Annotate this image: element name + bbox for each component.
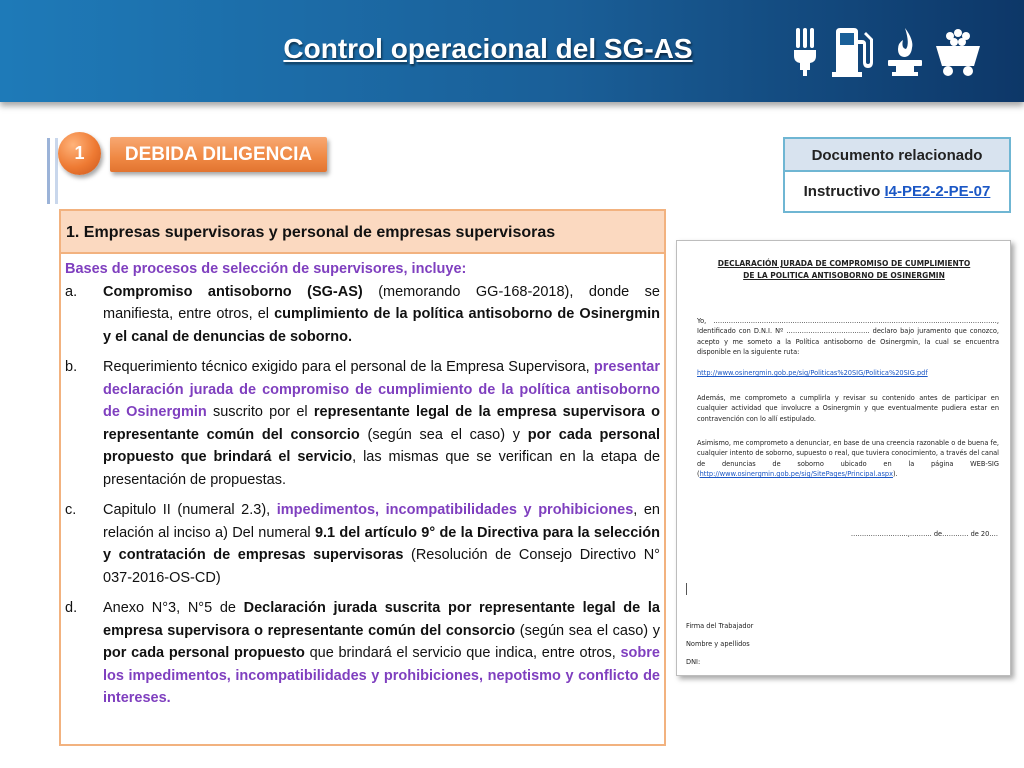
list-item-text: Requerimiento técnico exigido para el personal de la Empresa Supervisora, presentar declaración jurada de compromiso de cumplimiento de la política antisoborno de Osinergmin suscrito por el representante legal de la empresa supervisora o representante común del consorcio (según sea el caso) y por cada personal propuesto que brindará el servicio, las mismas que se verifican en la etapa de presentación de propuestas. — [103, 359, 661, 488]
preview-title: DECLARACIÓN JURADA DE COMPROMISO DE CUMPLIMIENTO DE LA POLITICA ANTISOBORNO DE OSINERGMIN — [717, 259, 971, 280]
list-item-letter: b. — [65, 359, 78, 375]
related-document-body — [785, 172, 1009, 211]
list-item-text: Compromiso antisoborno (SG-AS) (memorando GG-168-2018), donde se manifiesta, entre otros, el cumplimiento de la política antisoborno de Osinergmin y el canal de denuncias de soborno. — [103, 283, 660, 345]
intro-text: Bases de procesos de selección de supervisores, incluye: — [65, 261, 467, 277]
list-item-b — [65, 356, 660, 491]
signature-label: Firma del Trabajador — [686, 622, 754, 630]
list-item-letter: a. — [65, 283, 78, 300]
policy-url-link[interactable]: http://www.osinergmin.gob.pe/sig/Politicas%20SIG/Politica%20SIG.pdf — [697, 369, 928, 377]
preview-paragraph: Yo, …………………………………………………………………………………………………………………, Identificado con D.N.I. Nº ……………………………….. declaro bajo juramento que conozco, acepto y me someto a la Política antisoborno de Osinergmin, la cual se encuentra disponible en la siguiente ruta: — [697, 317, 999, 357]
panel-heading: 1. Empresas supervisoras y personal de empresas supervisoras — [61, 211, 664, 254]
panel-body — [61, 254, 664, 710]
list-item-letter: d. — [65, 600, 78, 616]
list-item-text: Anexo N°3, N°5 de Declaración jurada suscrita por representante legal de la empresa supervisora o representante común del consorcio (según sea el caso) y por cada personal propuesto que brindará el servicio que indica, entre otros, sobre los impedimentos, incompatibilidades y prohibiciones, nepotismo y conflicto de intereses. — [103, 600, 660, 706]
name-label: Nombre y apellidos — [686, 640, 750, 648]
list-item-d — [65, 597, 660, 710]
accent-bar — [47, 138, 50, 204]
electricity-icon — [790, 26, 820, 78]
list-item-c — [65, 499, 660, 589]
related-document-prefix: Instructivo — [803, 183, 885, 200]
fuel-pump-icon — [830, 26, 874, 78]
section-tab: DEBIDA DILIGENCIA — [110, 137, 327, 172]
mining-cart-icon — [934, 26, 982, 78]
list-item-text: Capitulo II (numeral 2.3), impedimentos, incompatibilidades y prohibiciones, en relación al inciso a) Del numeral 9.1 del artículo 9° de la Directiva para la selección y contratación de empresas supervisoras (Resolución de Consejo Directivo N° 037-2016-OS-CD) — [103, 502, 661, 586]
preview-paragraph: Asimismo, me comprometo a denunciar, en base de una creencia razonable o de buena fe, cualquier intento de soborno, supuesto o real, que tuviera conocimiento, a través del canal de denuncias de soborno ubicado en la página WEB-SIG (http://www.osinergmin.gob.pe/sig/SitePages/Principal.aspx). — [697, 439, 999, 479]
list-item-letter: c. — [65, 502, 77, 518]
preview-date-line: ……………………..,………. de………… de 20…. — [850, 530, 998, 538]
text-cursor — [686, 583, 687, 595]
gas-flame-icon — [884, 26, 926, 78]
step-number-badge: 1 — [58, 132, 101, 175]
declaration-document-preview — [676, 240, 1011, 676]
web-sig-link[interactable]: http://www.osinergmin.gob.pe/sig/SitePages/Principal.aspx — [699, 470, 893, 479]
page-title: Control operacional del SG-AS — [283, 33, 693, 64]
instructivo-link[interactable]: I4-PE2-2-PE-07 — [884, 183, 991, 200]
preview-paragraph: Además, me comprometo a cumplirla y revisar su contenido antes de participar en cualquier actividad que involucre a Osinergmin y que eventualmente pudiera estar en contravención con lo allí estipulado. — [697, 394, 999, 423]
related-document-heading: Documento relacionado — [785, 139, 1009, 172]
content-panel — [59, 209, 666, 746]
dni-label: DNI: — [686, 658, 701, 666]
header-banner — [0, 0, 1024, 102]
related-document-box — [783, 137, 1011, 213]
list-item-a — [65, 281, 660, 349]
